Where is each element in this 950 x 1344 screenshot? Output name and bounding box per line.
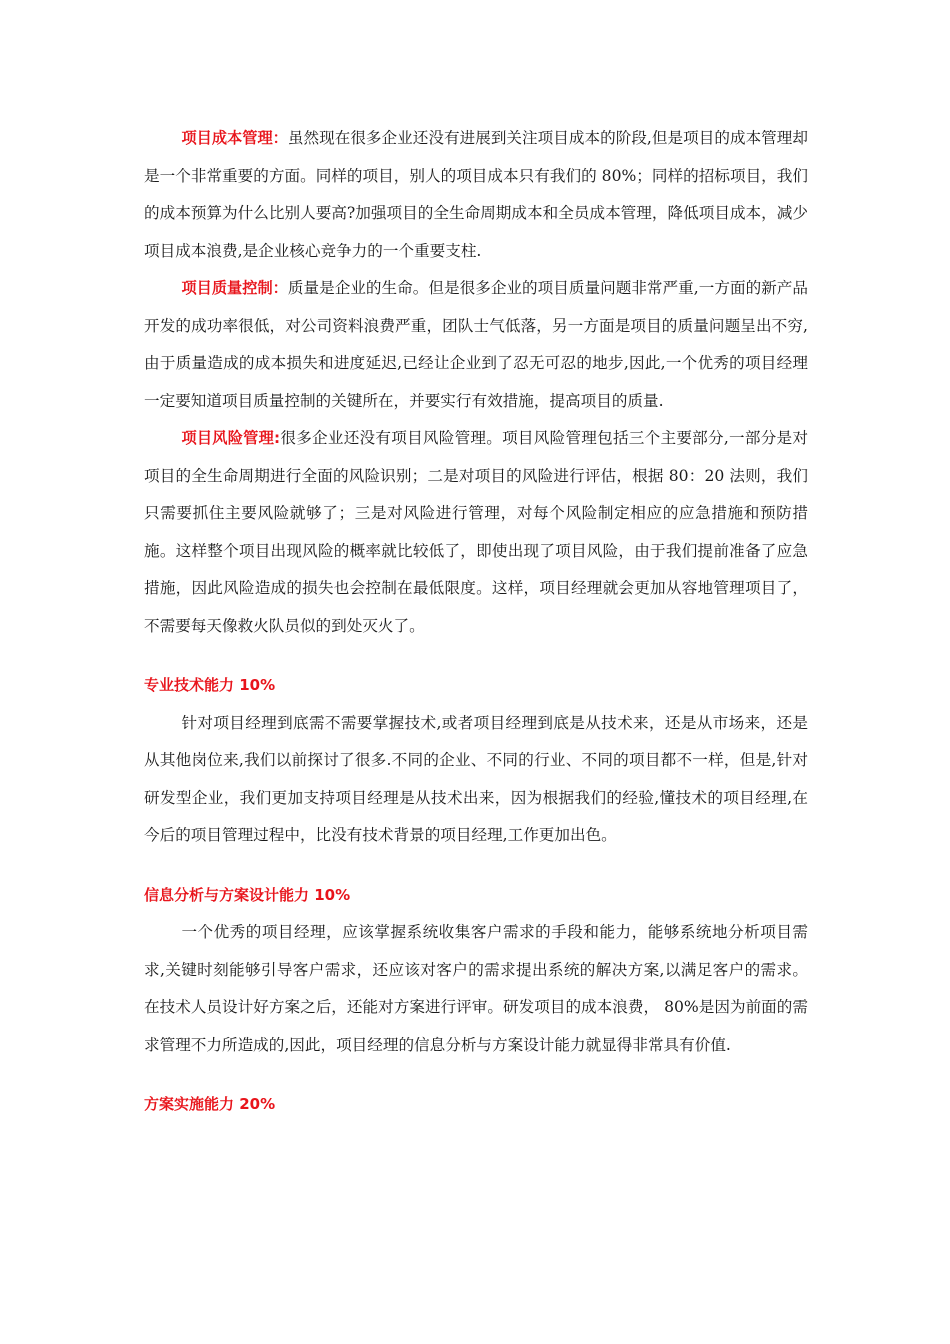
paragraph-risk-management xyxy=(144,420,808,645)
cost-management-lead: 项目成本管理： xyxy=(181,129,288,147)
paragraph-analysis-design-ability: 一个优秀的项目经理，应该掌握系统收集客户需求的手段和能力，能够系统地分析项目需求,关键时刻能够引导客户需求，还应该对客户的需求提出系统的解决方案,以满足客户的需求。在技术人员设计好方案之后，还能对方案进行评审。研发项目的成本浪费， 80%是因为前面的需求管理不力所造成的,因此，项目经理的信息分析与方案设计能力就显得非常具有价值. xyxy=(144,923,808,1054)
document-page xyxy=(144,120,808,1124)
spacer xyxy=(144,645,808,667)
cost-management-text: 虽然现在很多企业还没有进展到关注项目成本的阶段,但是项目的成本管理却是一个非常重要的方面。同样的项目，别人的项目成本只有我们的 80%；同样的招标项目，我们的成本预算为什么比别人要高?加强项目的全生命周期成本和全员成本管理，降低项目成本，减少项目成本浪费,是企业核心竞争力的一个重要支柱. xyxy=(144,129,808,260)
quality-control-lead: 项目质量控制： xyxy=(181,279,288,297)
spacer xyxy=(144,1064,808,1086)
spacer xyxy=(144,855,808,877)
heading-analysis-design-ability: 信息分析与方案设计能力 10% xyxy=(144,885,351,904)
heading-technical-ability: 专业技术能力 10% xyxy=(144,676,276,694)
quality-control-text: 质量是企业的生命。但是很多企业的项目质量问题非常严重,一方面的新产品开发的成功率很低，对公司资料浪费严重，团队士气低落，另一方面是项目的质量问题呈出不穷,由于质量造成的成本损失和进度延迟,已经让企业到了忍无可忍的地步,因此,一个优秀的项目经理一定要知道项目质量控制的关键所在，并要实行有效措施，提高项目的质量. xyxy=(144,279,808,410)
heading-implementation-ability: 方案实施能力 20% xyxy=(144,1095,276,1113)
risk-management-lead: 项目风险管理: xyxy=(181,429,281,447)
paragraph-cost-management xyxy=(144,120,808,270)
risk-management-text: 很多企业还没有项目风险管理。项目风险管理包括三个主要部分,一部分是对项目的全生命周期进行全面的风险识别；二是对项目的风险进行评估，根据 80：20 法则，我们只需要抓住主要风险就够了；三是对风险进行管理，对每个风险制定相应的应急措施和预防措施。这样整个项目出现风险的概率就比较低了，即使出现了项目风险，由于我们提前准备了应急措施，因此风险造成的损失也会控制在最低限度。这样，项目经理就会更加从容地管理项目了，不需要每天像救火队员似的到处灭火了。 xyxy=(144,429,808,635)
paragraph-technical-ability: 针对项目经理到底需不需要掌握技术,或者项目经理到底是从技术来，还是从市场来，还是从其他岗位来,我们以前探讨了很多.不同的企业、不同的行业、不同的项目都不一样，但是,针对研发型企业，我们更加支持项目经理是从技术出来，因为根据我们的经验,懂技术的项目经理,在今后的项目管理过程中，比没有技术背景的项目经理,工作更加出色。 xyxy=(144,713,808,844)
paragraph-quality-control xyxy=(144,270,808,420)
